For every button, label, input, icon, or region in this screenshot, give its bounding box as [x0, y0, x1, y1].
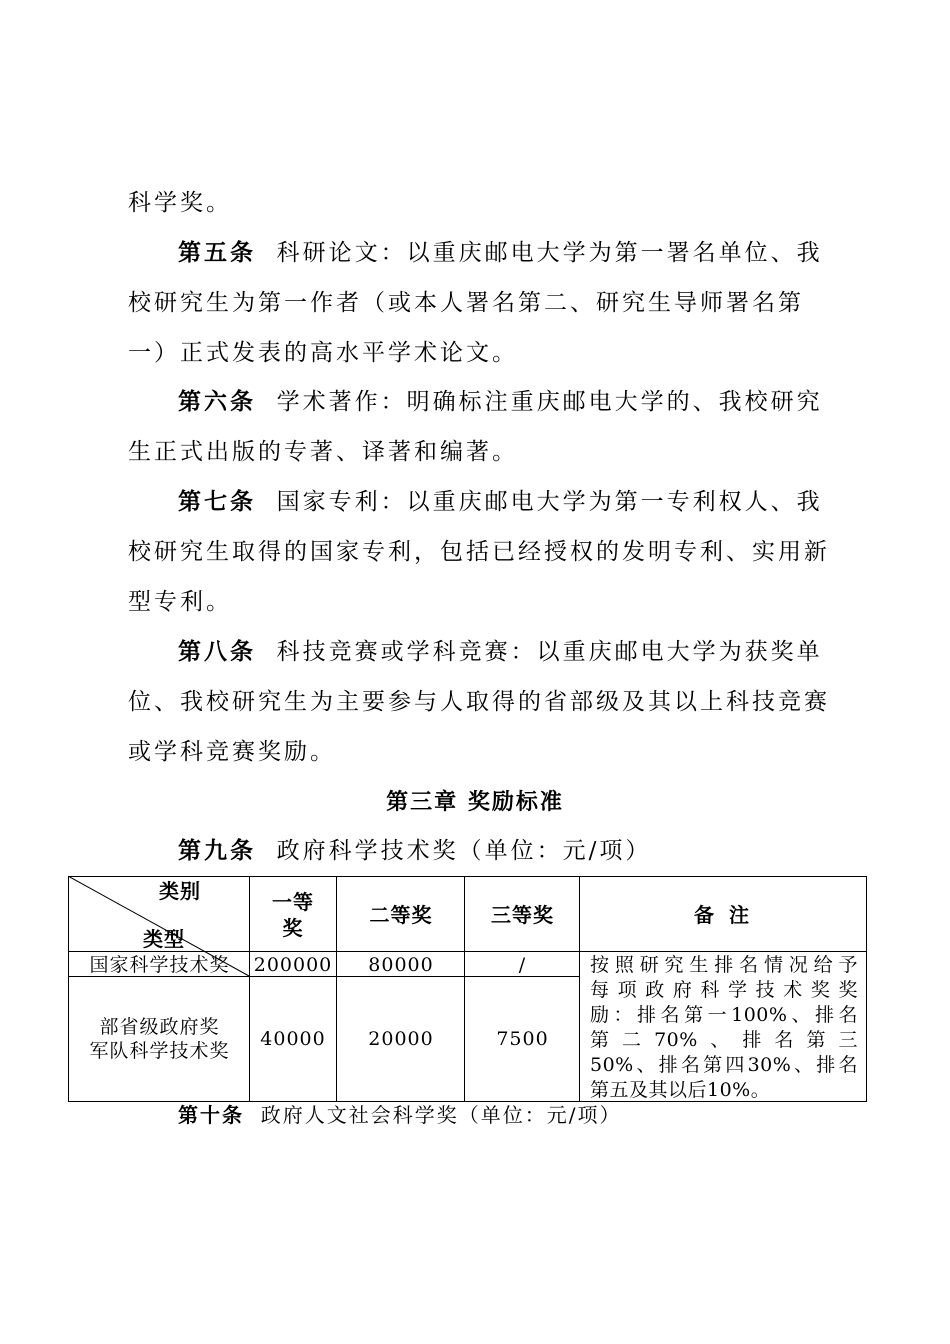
chapter-heading: 第三章 奖励标准 — [386, 790, 564, 815]
row1-second: 80000 — [368, 953, 434, 976]
paragraph-line: 校研究生为第一作者（或本人署名第二、研究生导师署名第 — [128, 290, 804, 316]
row2-type-line: 部省级政府奖 — [99, 1016, 220, 1038]
article-10-label: 第十条 — [178, 1103, 244, 1127]
remarks-cell — [590, 953, 858, 1103]
article-8-label: 第八条 — [178, 639, 256, 665]
row1-third: / — [518, 953, 527, 976]
article-6-label: 第六条 — [178, 389, 256, 415]
article-10-line — [178, 1101, 621, 1129]
article-6-text: 学术著作：明确标注重庆邮电大学的、我校研究 — [276, 389, 823, 415]
remarks-line: 按照研究生排名情况给予 — [590, 954, 858, 976]
row1-type: 国家科学技术奖 — [89, 953, 230, 976]
article-9-line — [178, 835, 651, 867]
remarks-line: 第五及其以后10%。 — [590, 1079, 771, 1101]
header-category: 类别 — [159, 879, 201, 903]
article-7-text: 国家专利：以重庆邮电大学为第一专利权人、我 — [276, 489, 823, 515]
header-third-prize: 三等奖 — [491, 902, 554, 927]
article-7-label: 第七条 — [178, 489, 256, 515]
paragraph-line: 科学奖。 — [128, 190, 232, 216]
remarks-line: 50%、排名第四30%、排名 — [590, 1054, 858, 1076]
row2-second: 20000 — [368, 1028, 434, 1050]
article-5-label: 第五条 — [178, 240, 256, 266]
remarks-line: 第二70%、排名第三 — [590, 1029, 858, 1051]
remarks-line: 励：排名第一100%、排名 — [590, 1004, 858, 1026]
header-first-prize: 一等 奖 — [272, 889, 314, 940]
article-9-label: 第九条 — [178, 838, 256, 864]
article-7-line — [178, 486, 823, 518]
article-10-text: 政府人文社会科学奖（单位：元/项） — [260, 1103, 622, 1127]
article-9-text: 政府科学技术奖（单位：元/项） — [276, 838, 652, 864]
article-8-text: 科技竞赛或学科竞赛：以重庆邮电大学为获奖单 — [276, 639, 823, 665]
paragraph-line: 一）正式发表的高水平学术论文。 — [128, 340, 518, 366]
paragraph-line: 生正式出版的专著、译著和编著。 — [128, 439, 518, 465]
row2-type-line: 军队科学技术奖 — [89, 1040, 230, 1062]
paragraph-line: 或学科竞赛奖励。 — [128, 739, 336, 765]
paragraph-line: 位、我校研究生为主要参与人取得的省部级及其以上科技竞赛 — [128, 689, 830, 715]
paragraph-line: 校研究生取得的国家专利，包括已经授权的发明专利、实用新 — [128, 539, 830, 565]
article-5-text: 科研论文：以重庆邮电大学为第一署名单位、我 — [276, 240, 823, 266]
header-remarks: 备 注 — [694, 902, 753, 927]
article-6-line — [178, 386, 823, 418]
row2-type — [69, 977, 250, 1101]
remarks-line: 每项政府科学技术奖奖 — [590, 979, 858, 1001]
row2-first: 40000 — [260, 1028, 326, 1050]
row2-third: 7500 — [496, 1028, 549, 1050]
row1-first: 200000 — [253, 953, 333, 976]
article-8-line — [178, 636, 823, 668]
header-type: 类型 — [143, 927, 185, 951]
paragraph-line: 型专利。 — [128, 589, 232, 615]
header-second-prize: 二等奖 — [369, 902, 433, 927]
article-5-line — [178, 237, 823, 269]
